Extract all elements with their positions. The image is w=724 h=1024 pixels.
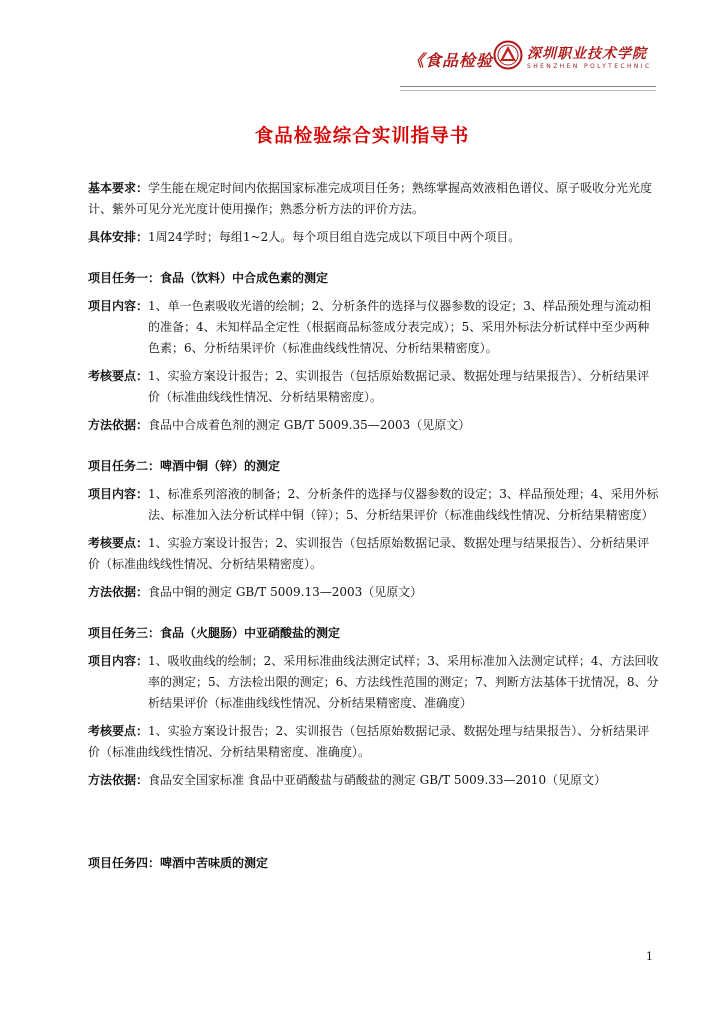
task-2-assessment <box>88 533 660 575</box>
task-1-assessment <box>88 366 660 408</box>
task-3-method-text: 食品安全国家标准 食品中亚硝酸盐与硝酸盐的测定 GB/T 5009.33—2010（见原文） <box>148 773 607 787</box>
basic-requirements <box>88 178 660 220</box>
header-divider-secondary <box>400 90 656 91</box>
page-number: 1 <box>646 950 653 963</box>
task-2-assessment-label: 考核要点： <box>88 536 149 550</box>
task-3-content-label: 项目内容： <box>88 654 149 668</box>
task-3-assessment-text: 1、实验方案设计报告；2、实训报告（包括原始数据记录、数据处理与结果报告）、分析结果评价（标准曲线线性情况、分析结果精密度、准确度）。 <box>88 724 650 759</box>
task-2-content-label: 项目内容： <box>88 487 149 501</box>
task-2-method-text: 食品中铜的测定 GB/T 5009.13—2003（见原文） <box>148 585 423 599</box>
task-1-method-text: 食品中合成着色剂的测定 GB/T 5009.35—2003（见原文） <box>148 418 471 432</box>
task-2-assessment-text: 1、实验方案设计报告；2、实训报告（包括原始数据记录、数据处理与结果报告）、分析结果评价（标准曲线线性情况、分析结果精密度）。 <box>88 536 650 571</box>
task-3-content-text: 1、吸收曲线的绘制；2、采用标准曲线法测定试样；3、采用标准加入法测定试样；4、方法回收率的测定；5、方法检出限的测定；6、方法线性范围的测定；7、判断方法基体干扰情况，8、分析结果评价（标准曲线线性情况、分析结果精密度、准确度） <box>148 654 659 710</box>
task-2-content <box>88 484 660 526</box>
task-3-method-label: 方法依据： <box>88 773 149 787</box>
task-1-method-label: 方法依据： <box>88 418 149 432</box>
task-4-title: 项目任务四：啤酒中苦味质的测定 <box>88 856 269 870</box>
school-name-en: SHENZHEN POLYTECHNIC <box>527 63 652 70</box>
task-3-method <box>88 770 660 791</box>
course-title: 《食品检验 <box>408 51 494 70</box>
task-2-content-text: 1、标准系列溶液的制备；2、分析条件的选择与仪器参数的设定；3、样品预处理；4、采用外标法、标准加入法分析试样中铜（锌）；5、分析结果评价（标准曲线线性情况、分析结果精密度） <box>148 487 659 522</box>
schedule <box>88 227 660 248</box>
task-3-assessment <box>88 721 660 763</box>
schedule-label: 具体安排： <box>88 230 149 244</box>
task-3-assessment-label: 考核要点： <box>88 724 149 738</box>
task-1-title: 项目任务一：食品（饮料）中合成色素的测定 <box>88 271 329 285</box>
task-2-method-label: 方法依据： <box>88 585 149 599</box>
basic-requirements-text: 学生能在规定时间内依据国家标准完成项目任务；熟练掌握高效液相色谱仪、原子吸收分光光度计、紫外可见分光光度计使用操作；熟悉分析方法的评价方法。 <box>88 181 653 216</box>
task-3-content <box>88 651 660 714</box>
header-divider <box>400 86 656 87</box>
basic-requirements-label: 基本要求： <box>88 181 149 195</box>
task-1-content <box>88 296 660 359</box>
page-header <box>0 0 724 100</box>
schedule-text: 1周24学时；每组1~2人。每个项目组自选完成以下项目中两个项目。 <box>148 230 521 244</box>
task-2-method <box>88 582 660 603</box>
task-3-title: 项目任务三：食品（火腿肠）中亚硝酸盐的测定 <box>88 626 341 640</box>
task-1-assessment-label: 考核要点： <box>88 369 149 383</box>
school-name: 深圳职业技术学院 <box>527 46 647 62</box>
task-1-content-label: 项目内容： <box>88 299 149 313</box>
task-1-method <box>88 415 660 436</box>
task-2-title: 项目任务二：啤酒中铜（锌）的测定 <box>88 459 281 473</box>
task-1-content-text: 1、单一色素吸收光谱的绘制；2、分析条件的选择与仪器参数的设定；3、样品预处理与流动相的准备；4、未知样品全定性（根据商品标签成分表完成）；5、采用外标法分析试样中至少两种色素；6、分析结果评价（标准曲线线性情况、分析结果精密度）。 <box>148 299 651 355</box>
school-logo-icon <box>493 40 523 70</box>
document-title: 食品检验综合实训指导书 <box>254 126 470 147</box>
document-body <box>88 178 660 874</box>
task-1-assessment-text: 1、实验方案设计报告；2、实训报告（包括原始数据记录、数据处理与结果报告）、分析结果评价（标准曲线线性情况、分析结果精密度）。 <box>148 369 650 404</box>
